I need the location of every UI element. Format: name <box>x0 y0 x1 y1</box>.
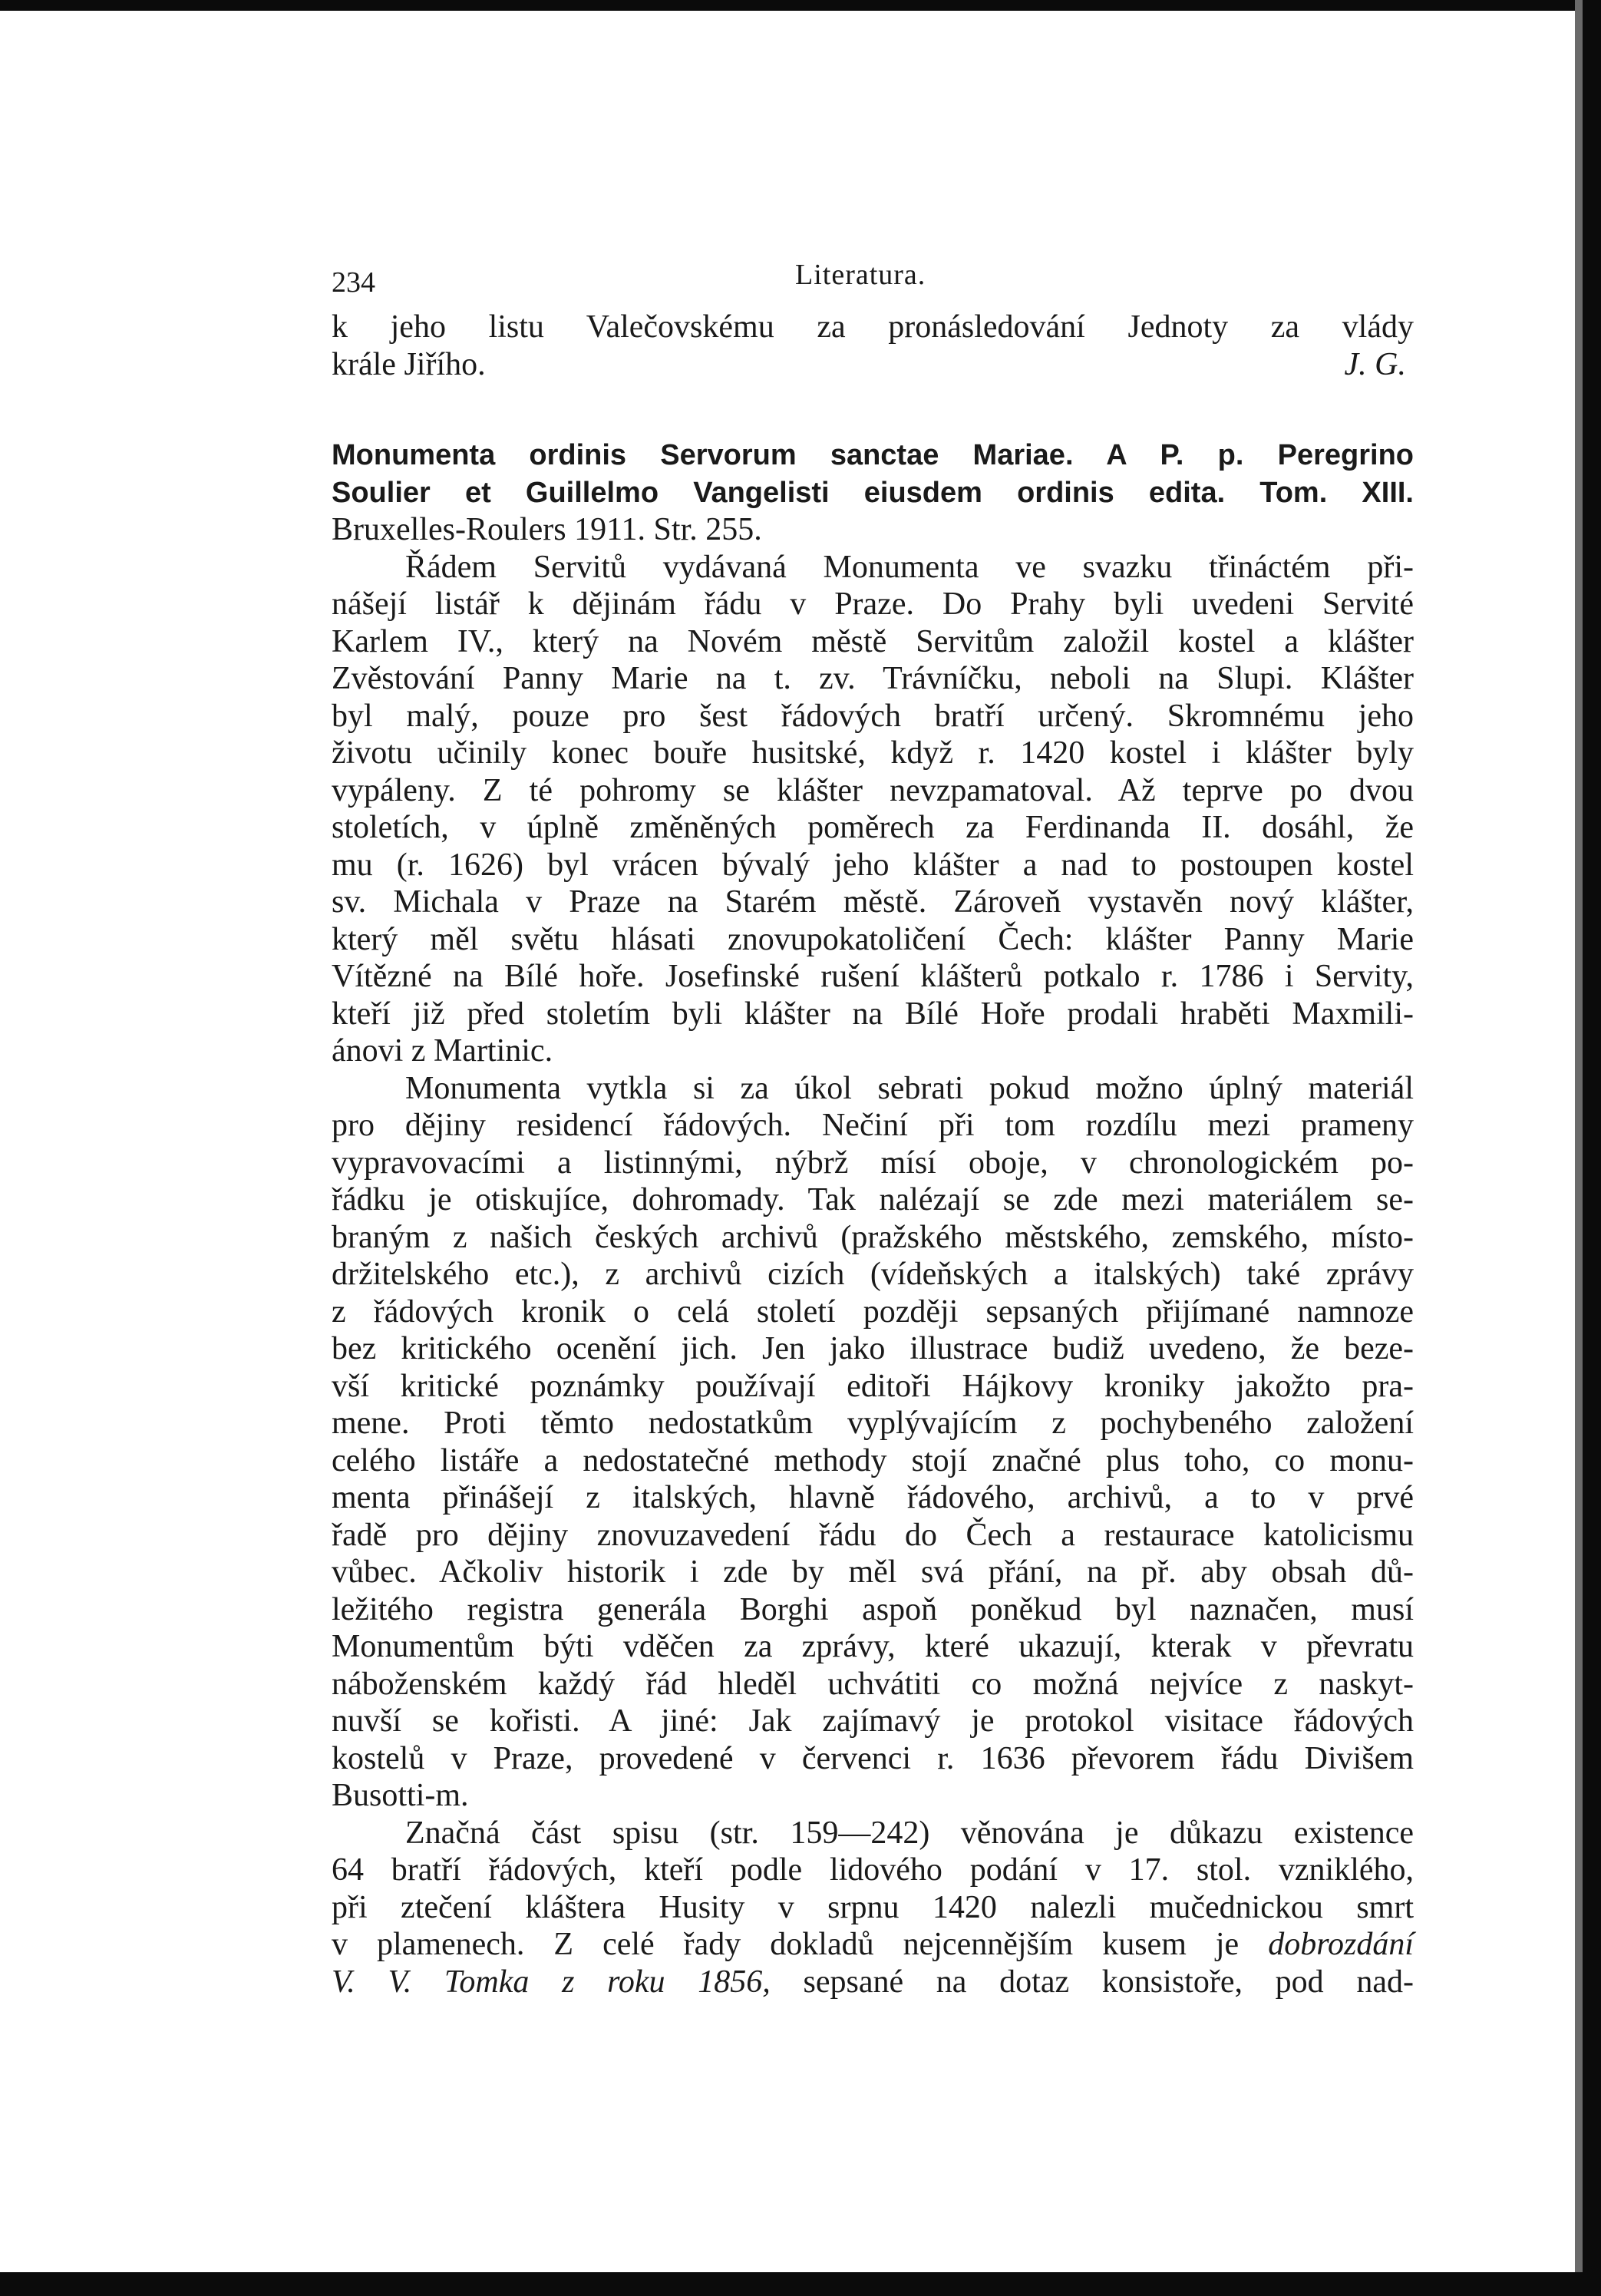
paragraph-history <box>332 549 1414 1070</box>
text-line: Monumenta vytkla si za úkol sebrati pokud možno úplný materiál <box>405 1070 1414 1106</box>
text-line: který měl světu hlásati znovupokatoličení Čech: klášter Panny Marie <box>332 921 1414 957</box>
citation-line: Soulier et Guillelmo Vangelisti eiusdem ordinis edita. Tom. XIII. <box>332 476 1414 509</box>
text-line: byl malý, pouze pro šest řádových bratří určený. Skromnému jeho <box>332 698 1414 734</box>
text-line: z řádových kronik o celá století později sepsaných přijímané namnoze <box>332 1293 1414 1330</box>
text-line: Zvěstování Panny Marie na t. zv. Trávníčku, neboli na Slupi. Klášter <box>332 661 1414 696</box>
text-line: Řádem Servitů vydávaná Monumenta ve svazku třináctém při- <box>405 549 1414 585</box>
text-line: vypáleny. Z té pohromy se klášter nevzpamatoval. Až teprve po dvou <box>332 772 1414 808</box>
running-head-title: Literatura. <box>795 259 926 291</box>
text-line: krále Jiřího. <box>332 346 486 382</box>
text-segment: sepsané na dotaz konsistoře, pod nad- <box>803 1964 1414 2000</box>
italic-term: dobrozdání <box>1268 1927 1414 1962</box>
text-line: mene. Proti těmto nedostatkům vyplývajícím z pochybeného založení <box>332 1406 1414 1441</box>
text-line: nuvší se kořisti. A jiné: Jak zajímavý je protokol visitace řádových <box>332 1703 1414 1739</box>
review-citation <box>332 437 1414 549</box>
citation-line: Monumenta ordinis Servorum sanctae Mariae. A P. p. Peregrino <box>332 439 1414 471</box>
scan-edge-top <box>0 0 1601 11</box>
section-continuation <box>332 309 1414 383</box>
text-line: vypravovacími a listinnými, nýbrž mísí oboje, v chronologickém po- <box>332 1145 1414 1181</box>
text-line: ánovi z Martinic. <box>332 1033 553 1069</box>
text-line: vší kritické poznámky používají editoři Hájkovy kroniky jakožto pra- <box>332 1368 1414 1404</box>
text-line: stoletích, v úplně změněných poměrech za Ferdinanda II. dosáhl, že <box>332 810 1414 845</box>
text-line: mu (r. 1626) byl vrácen bývalý jeho klášter a nad to postoupen kostel <box>332 847 1414 883</box>
text-line: řadě pro dějiny znovuzavedení řádu do Čech a restaurace katolicismu <box>332 1517 1414 1553</box>
text-line: kteří již před stoletím byli klášter na Bílé Hoře prodali hraběti Maxmili- <box>332 996 1414 1032</box>
text-line: řádku je otiskujíce, dohromady. Tak nalézají se zde mezi materiálem se- <box>332 1182 1414 1217</box>
text-line-with-italic <box>332 1926 1414 1964</box>
text-line: menta přinášejí z italských, hlavně řádového, archivů, a to v prvé <box>332 1480 1414 1515</box>
italic-reference: V. V. Tomka z roku 1856, <box>332 1964 771 2000</box>
text-line: náboženském každý řád hleděl uchvátiti co možná nejvíce z naskyt- <box>332 1666 1414 1702</box>
book-page <box>332 244 1414 2000</box>
text-line: celého listáře a nedostatečné methody stojí značné plus toho, co monu- <box>332 1442 1414 1478</box>
text-line: k jeho listu Valečovskému za pronásledování Jednoty za vlády <box>332 309 1414 345</box>
scan-edge-right-shadow <box>1575 0 1583 2296</box>
scan-edge-right <box>1583 0 1601 2296</box>
citation-line: Bruxelles-Roulers 1911. Str. 255. <box>332 512 762 547</box>
scan-edge-bottom <box>0 2272 1601 2296</box>
text-line: pro dějiny residencí řádových. Nečiní při tom rozdílu mezi prameny <box>332 1108 1414 1143</box>
author-signature: J. G. <box>1344 346 1406 382</box>
text-segment: v plamenech. Z celé řady dokladů nejcennějším kusem je <box>332 1927 1240 1962</box>
text-line: Karlem IV., který na Novém městě Servitům založil kostel a klášter <box>332 623 1414 659</box>
text-line: kostelů v Praze, provedené v červenci r. 1636 převorem řádu Divišem <box>332 1740 1414 1776</box>
text-line: držitelského etc.), z archivů cizích (vídeňských a italských) také zprávy <box>332 1257 1414 1292</box>
text-line: Busotti-m. <box>332 1778 469 1813</box>
paragraph-martyrs <box>332 1815 1414 2001</box>
text-line: Monumentům býti vděčen za zprávy, které ukazují, kterak v převratu <box>332 1629 1414 1664</box>
text-line: ležitého registra generála Borghi aspoň poněkud byl naznačen, musí <box>332 1591 1414 1627</box>
text-line: 64 bratří řádových, kteří podle lidového podání v 17. stol. vzniklého, <box>332 1852 1414 1888</box>
text-line: při ztečení kláštera Husity v srpnu 1420 nalezli mučednickou smrt <box>332 1889 1414 1925</box>
text-line-with-signature <box>332 346 1414 384</box>
page-number: 234 <box>332 266 375 299</box>
text-line: životu učinily konec bouře husitské, když r. 1420 kostel i klášter byly <box>332 735 1414 771</box>
paragraph-assessment <box>332 1070 1414 1815</box>
text-line: bez kritického ocenění jich. Jen jako illustrace budiž uvedeno, že beze- <box>332 1331 1414 1366</box>
text-line: Značná část spisu (str. 159—242) věnována je důkazu existence <box>405 1815 1414 1851</box>
text-line: braným z našich českých archivů (pražského městského, zemského, místo- <box>332 1219 1414 1255</box>
text-line: vůbec. Ačkoliv historik i zde by měl svá přání, na př. aby obsah dů- <box>332 1554 1414 1590</box>
text-line: sv. Michala v Praze na Starém městě. Zároveň vystavěn nový klášter, <box>332 884 1414 920</box>
text-line: Vítězné na Bílé hoře. Josefinské rušení klášterů potkalo r. 1786 i Servity, <box>332 959 1414 994</box>
text-line: nášejí listář k dějinám řádu v Praze. Do Prahy byli uvedeni Servité <box>332 586 1414 622</box>
running-head <box>332 244 1414 299</box>
text-line-with-italic <box>332 1964 1414 2001</box>
